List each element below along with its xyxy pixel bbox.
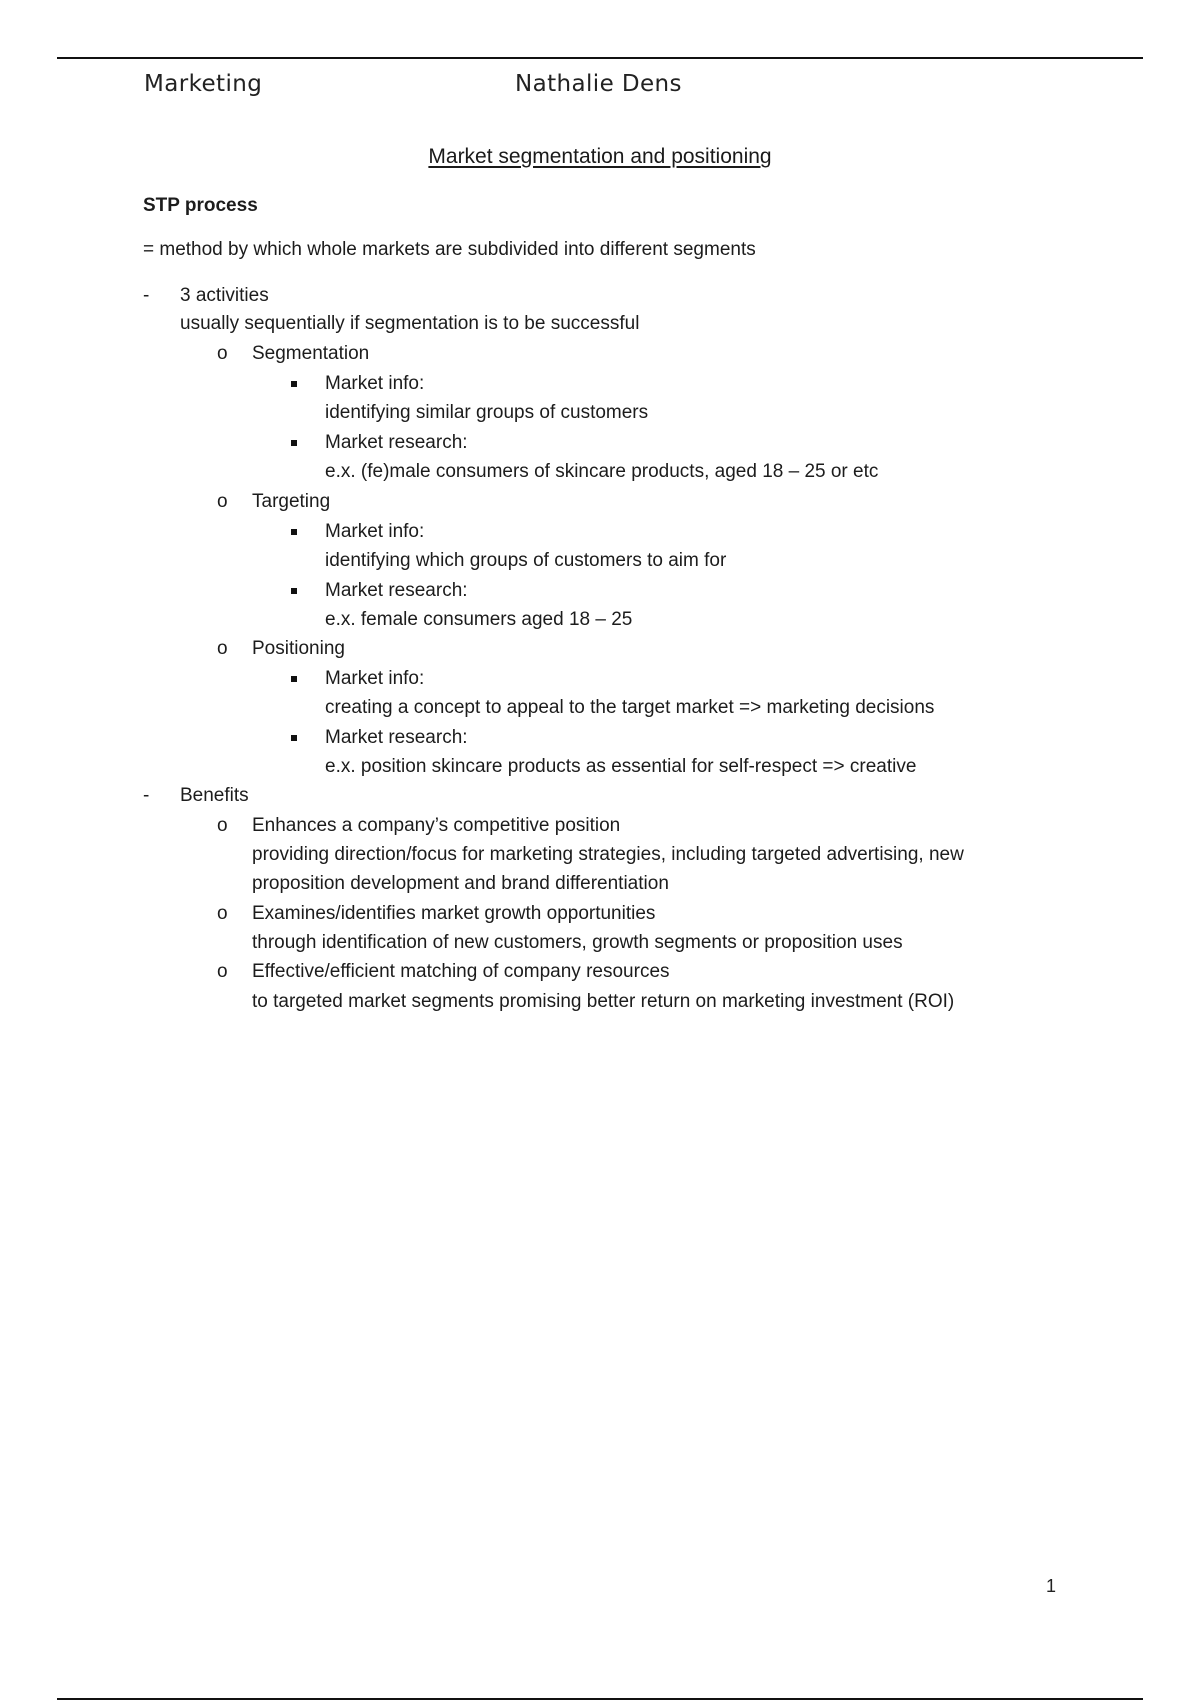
circle-bullet-marker: o	[217, 343, 228, 364]
positioning-market-info-text: creating a concept to appeal to the target market => marketing decisions	[325, 697, 935, 718]
targeting-market-info-text: identifying which groups of customers to aim for	[325, 550, 727, 571]
circle-bullet-marker: o	[217, 638, 228, 659]
benefit-3-title: Effective/efficient matching of company resources	[252, 961, 670, 982]
targeting-market-research-text: e.x. female consumers aged 18 – 25	[325, 609, 633, 630]
positioning-market-research-label: Market research:	[325, 727, 468, 748]
header-course: Marketing	[144, 71, 263, 97]
segmentation-market-research-label: Market research:	[325, 432, 468, 453]
segmentation-market-info-text: identifying similar groups of customers	[325, 402, 649, 423]
segmentation-market-info-label: Market info:	[325, 373, 425, 394]
section-heading: STP process	[143, 195, 258, 216]
benefits-label: Benefits	[180, 785, 249, 806]
activity-segmentation: Segmentation	[252, 343, 370, 364]
square-bullet-marker	[291, 381, 297, 387]
activity-positioning: Positioning	[252, 638, 345, 659]
benefit-2-title: Examines/identifies market growth opportunities	[252, 903, 656, 924]
dash-bullet-marker: -	[143, 785, 150, 806]
activity-targeting: Targeting	[252, 491, 331, 512]
square-bullet-marker	[291, 588, 297, 594]
square-bullet-marker	[291, 529, 297, 535]
square-bullet-marker	[291, 440, 297, 446]
circle-bullet-marker: o	[217, 961, 228, 982]
document-title: Market segmentation and positioning	[428, 145, 772, 168]
benefit-1-title: Enhances a company’s competitive position	[252, 815, 621, 836]
page-number: 1	[1046, 1576, 1057, 1596]
activities-note: usually sequentially if segmentation is to be successful	[180, 313, 640, 334]
dash-bullet-marker: -	[143, 285, 150, 306]
positioning-market-research-text: e.x. position skincare products as essential for self-respect => creative	[325, 756, 917, 777]
definition-text: = method by which whole markets are subdivided into different segments	[143, 239, 756, 260]
benefit-3-line1: to targeted market segments promising better return on marketing investment (ROI)	[252, 991, 955, 1012]
benefit-1-line1: providing direction/focus for marketing strategies, including targeted advertising, new	[252, 844, 964, 865]
activities-label: 3 activities	[180, 285, 269, 306]
segmentation-market-research-text: e.x. (fe)male consumers of skincare products, aged 18 – 25 or etc	[325, 461, 879, 482]
top-rule	[57, 57, 1143, 59]
targeting-market-research-label: Market research:	[325, 580, 468, 601]
square-bullet-marker	[291, 735, 297, 741]
square-bullet-marker	[291, 676, 297, 682]
benefit-1-line2: proposition development and brand differentiation	[252, 873, 669, 894]
circle-bullet-marker: o	[217, 903, 228, 924]
circle-bullet-marker: o	[217, 815, 228, 836]
benefit-2-line1: through identification of new customers, growth segments or proposition uses	[252, 932, 903, 953]
targeting-market-info-label: Market info:	[325, 521, 425, 542]
circle-bullet-marker: o	[217, 491, 228, 512]
positioning-market-info-label: Market info:	[325, 668, 425, 689]
header-author: Nathalie Dens	[515, 71, 682, 97]
